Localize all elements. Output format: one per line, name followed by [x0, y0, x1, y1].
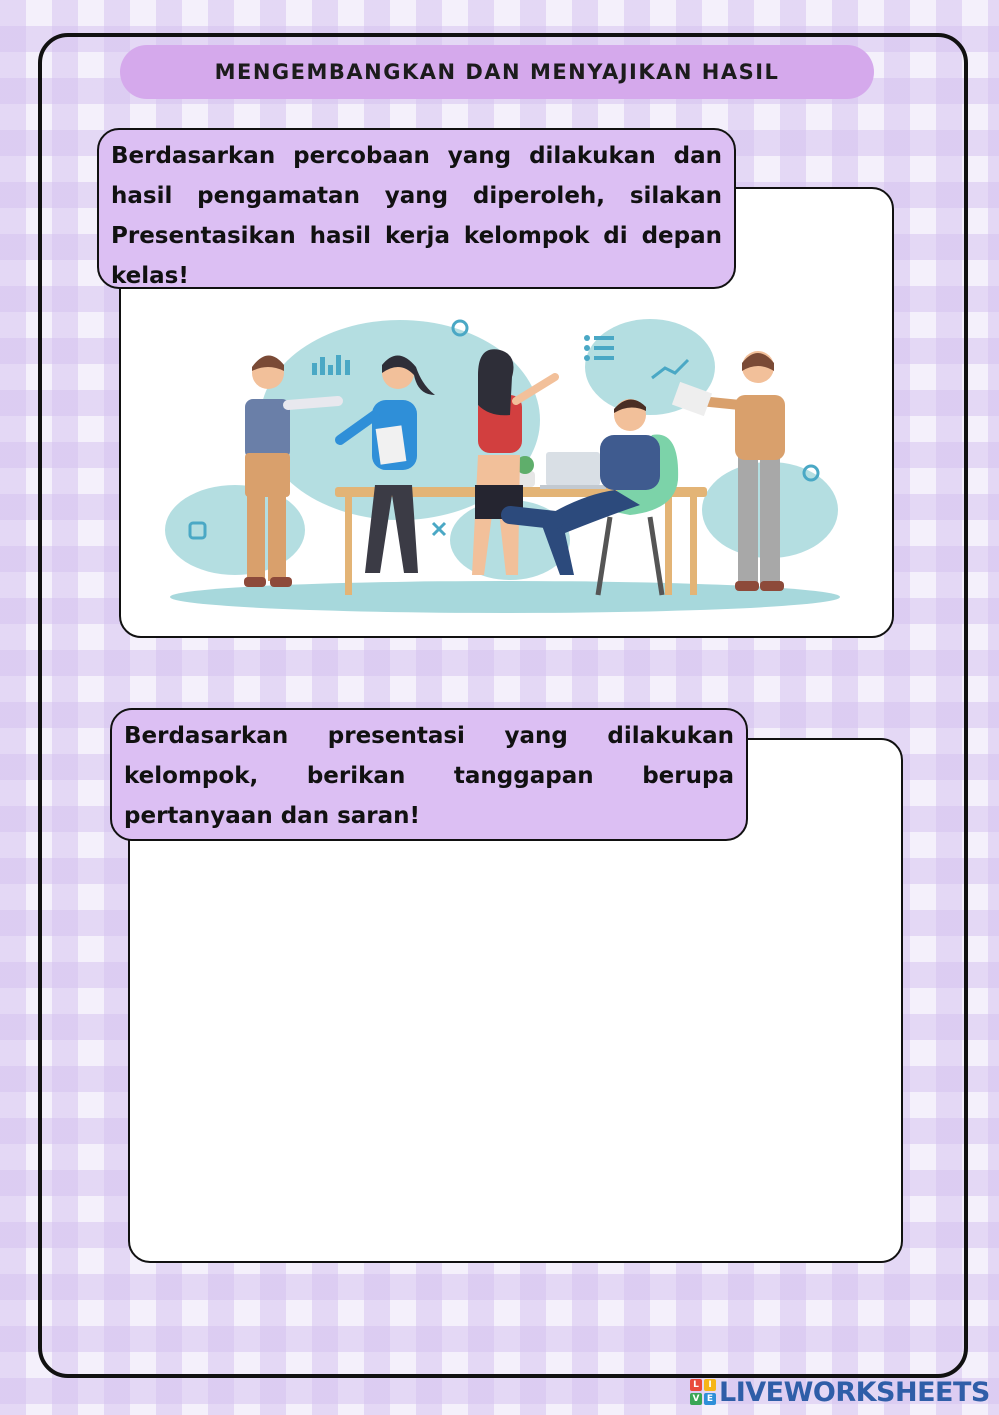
- instruction-give-feedback: Berdasarkan presentasi yang dilakukan kelompok, berikan tanggapan berupa pertanyaan dan saran!: [110, 708, 748, 841]
- instruction-present-results: Berdasarkan percobaan yang dilakukan dan hasil pengamatan yang diperoleh, silakan Presentasikan hasil kerja kelompok di depan kelas!: [97, 128, 736, 289]
- logo-letter: E: [704, 1393, 716, 1405]
- logo-letter: I: [704, 1379, 716, 1391]
- logo-letter: V: [690, 1393, 702, 1405]
- response-answer-field[interactable]: [140, 850, 889, 1249]
- liveworksheets-brand-text: LIVEWORKSHEETS: [719, 1376, 990, 1408]
- liveworksheets-watermark: [690, 1375, 990, 1409]
- logo-letter: L: [690, 1379, 702, 1391]
- team-presentation-illustration: [160, 305, 850, 620]
- worksheet-title: MENGEMBANGKAN DAN MENYAJIKAN HASIL: [214, 60, 780, 84]
- worksheet-title-banner: [120, 45, 874, 99]
- liveworksheets-logo-icon: [690, 1379, 716, 1405]
